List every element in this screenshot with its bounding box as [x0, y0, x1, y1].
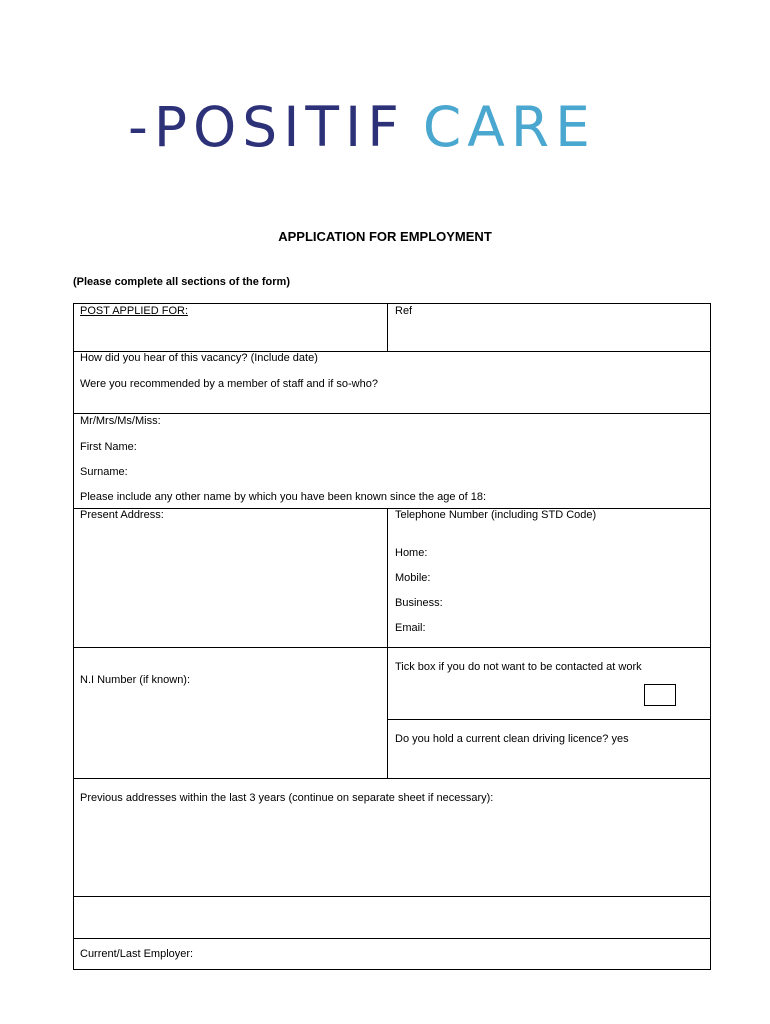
previous-addresses-label[interactable]: Previous addresses within the last 3 years (continue on separate sheet if necessary):	[80, 792, 494, 804]
other-names-label[interactable]: Please include any other name by which you have been known since the age of 18:	[80, 491, 487, 503]
row-divider	[388, 719, 711, 720]
mobile-phone-label[interactable]: Mobile:	[395, 572, 431, 584]
logo-positif: -POSITIF	[128, 95, 405, 159]
column-divider	[387, 508, 388, 778]
ref-label[interactable]: Ref	[395, 305, 413, 317]
present-address-label[interactable]: Present Address:	[80, 509, 164, 521]
form-title: APPLICATION FOR EMPLOYMENT	[278, 229, 492, 244]
company-logo	[128, 96, 596, 158]
business-phone-label[interactable]: Business:	[395, 597, 443, 609]
table-border-top	[73, 303, 711, 304]
no-contact-at-work-checkbox[interactable]	[644, 684, 676, 706]
row-divider	[73, 778, 711, 779]
table-border-right	[710, 303, 711, 970]
home-phone-label[interactable]: Home:	[395, 547, 428, 559]
table-border-bottom	[73, 969, 711, 970]
row-divider	[73, 647, 711, 648]
title-field-label[interactable]: Mr/Mrs/Ms/Miss:	[80, 415, 161, 427]
surname-label[interactable]: Surname:	[80, 466, 128, 478]
row-divider	[73, 938, 711, 939]
no-contact-at-work-label: Tick box if you do not want to be contacted at work	[395, 661, 642, 673]
row-divider	[73, 508, 711, 509]
ni-number-label[interactable]: N.I Number (if known):	[80, 674, 191, 686]
driving-licence-label[interactable]: Do you hold a current clean driving licence? yes	[395, 733, 629, 745]
post-applied-for-label[interactable]: POST APPLIED FOR:	[80, 305, 188, 317]
column-divider	[387, 303, 388, 351]
vacancy-question-label[interactable]: How did you hear of this vacancy? (Include date)	[80, 352, 318, 364]
current-employer-label[interactable]: Current/Last Employer:	[80, 948, 194, 960]
row-divider	[73, 413, 711, 414]
row-divider	[73, 896, 711, 897]
recommended-question-label[interactable]: Were you recommended by a member of staff and if so-who?	[80, 378, 378, 390]
form-instruction: (Please complete all sections of the form)	[73, 276, 291, 288]
telephone-label: Telephone Number (including STD Code)	[395, 509, 597, 521]
email-label[interactable]: Email:	[395, 622, 426, 634]
table-border-left	[73, 303, 74, 970]
logo-care: CARE	[422, 95, 596, 159]
first-name-label[interactable]: First Name:	[80, 441, 137, 453]
